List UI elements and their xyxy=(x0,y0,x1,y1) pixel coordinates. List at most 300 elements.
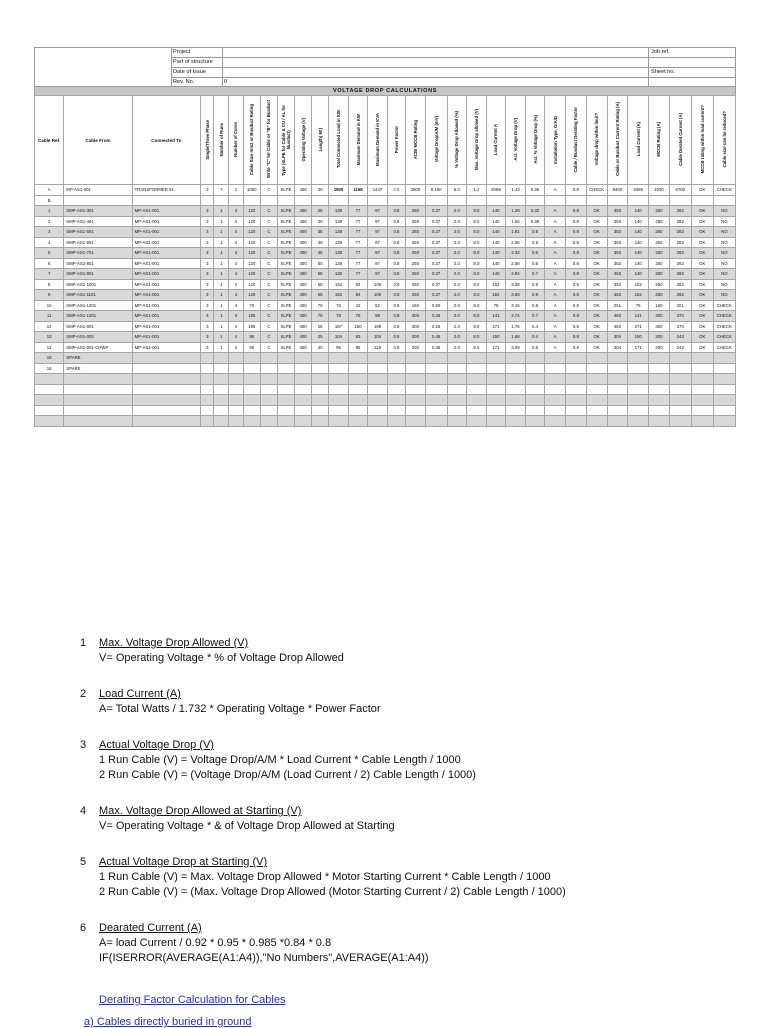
table-cell: C xyxy=(260,269,277,280)
column-header: Maximum Demand in KW xyxy=(348,96,368,185)
table-cell: 0.37 xyxy=(425,279,447,290)
table-cell: 1 xyxy=(214,311,229,322)
table-cell: 2.0 xyxy=(447,216,467,227)
table-cell: 2.0 xyxy=(447,290,467,301)
table-cell: MP-AS1-001 xyxy=(132,206,200,217)
table-cell: A xyxy=(545,311,566,322)
table-cell: 0.7 xyxy=(525,311,545,322)
table-cell: OK xyxy=(691,269,713,280)
column-header: Type (XLPE for Cable & CU / AL for Busduct) xyxy=(277,96,294,185)
table-cell: 97 xyxy=(368,237,388,248)
table-cell: 40 xyxy=(312,342,329,353)
table-cell: A xyxy=(545,258,566,269)
part-label: Part of structure xyxy=(173,59,213,65)
table-cell: 2.0 xyxy=(447,248,467,259)
table-cell: 140 xyxy=(486,269,506,280)
table-cell: 6700 xyxy=(669,185,691,196)
table-cell: 353 xyxy=(607,237,628,248)
table-cell: 1 xyxy=(214,290,229,301)
table-cell: CHECK xyxy=(586,185,607,196)
table-cell: 77 xyxy=(348,237,368,248)
table-cell: 3 xyxy=(35,227,64,238)
table-cell: 152 xyxy=(329,290,349,301)
table-cell: 3 xyxy=(201,237,214,248)
table-cell: 3 xyxy=(201,269,214,280)
table-cell: SMP-AS1-001 xyxy=(64,321,132,332)
table-cell: 3 xyxy=(201,300,214,311)
note-number: 6 xyxy=(80,922,87,934)
table-cell: 1.76 xyxy=(506,321,526,332)
table-cell: 104 xyxy=(368,332,388,343)
table-cell: 2.0 xyxy=(447,321,467,332)
note-heading: Actual Voltage Drop at Starting (V) xyxy=(99,856,268,868)
table-cell: 2.0 xyxy=(447,342,467,353)
column-header: Maximum Demand in KVA xyxy=(368,96,388,185)
column-header: Act. Voltage Drop (V) xyxy=(506,96,526,185)
table-cell: 2 xyxy=(35,216,64,227)
table-cell: 0.8 xyxy=(566,290,587,301)
column-header: Write "C" for Cable or "B" for Busduct xyxy=(260,96,277,185)
table-cell: 140 xyxy=(628,258,649,269)
table-cell: CHECK xyxy=(713,332,735,343)
table-cell: 0.37 xyxy=(425,258,447,269)
table-cell: 150 xyxy=(348,321,368,332)
table-cell: A xyxy=(545,216,566,227)
table-cell: 353 xyxy=(607,206,628,217)
table-cell: 282 xyxy=(669,269,691,280)
table-cell: 2.58 xyxy=(506,258,526,269)
table-cell: CHECK xyxy=(713,300,735,311)
table-cell: 2.32 xyxy=(506,248,526,259)
table-cell: SMP-AS1-002 xyxy=(64,332,132,343)
table-cell: 1 xyxy=(214,237,229,248)
table-cell: 250 xyxy=(649,227,670,238)
table-cell: 9 xyxy=(35,290,64,301)
table-cell: SMP-AS1-601 xyxy=(64,237,132,248)
column-header: Act. % Voltage Drop (%) xyxy=(525,96,545,185)
table-cell: C xyxy=(260,237,277,248)
column-header: MCCB rating within load current? xyxy=(691,96,713,185)
table-cell: A xyxy=(545,321,566,332)
table-cell: 0.4 xyxy=(525,332,545,343)
table-cell: 200 xyxy=(406,342,426,353)
table-cell: 250 xyxy=(406,279,426,290)
table-cell: 1.55 xyxy=(506,216,526,227)
table-cell: 400 xyxy=(295,300,312,311)
table-cell: 171 xyxy=(486,342,506,353)
table-cell: 8.0 xyxy=(467,321,487,332)
table-cell: XLPE xyxy=(277,185,294,196)
table-cell: XLPE xyxy=(277,311,294,322)
column-header: Cable Ref. xyxy=(35,96,64,185)
table-cell: 8400 xyxy=(607,185,628,196)
table-cell: 2.0 xyxy=(447,258,467,269)
table-cell: OK xyxy=(586,248,607,259)
table-cell: 250 xyxy=(406,227,426,238)
table-cell: 1 xyxy=(35,206,64,217)
table-cell: 0.8 xyxy=(566,332,587,343)
table-cell: 353 xyxy=(607,227,628,238)
table-cell: 77 xyxy=(348,216,368,227)
table-cell: 0.32 xyxy=(525,206,545,217)
table-cell: 52 xyxy=(368,300,388,311)
table-cell: A xyxy=(545,185,566,196)
note-heading: Dearated Current (A) xyxy=(99,922,202,934)
table-cell: 8.0 xyxy=(467,311,487,322)
table-cell: 75 xyxy=(312,311,329,322)
table-cell: A xyxy=(545,248,566,259)
table-cell: A xyxy=(545,300,566,311)
note-number: 2 xyxy=(80,688,87,700)
table-cell: SMP-AS1-001-CHWP xyxy=(64,342,132,353)
table-cell: MP-AS1-001 xyxy=(132,342,200,353)
table-cell: 300 xyxy=(649,321,670,332)
table-cell: 3.16 xyxy=(506,300,526,311)
table-cell: OK xyxy=(586,311,607,322)
table-cell: OK xyxy=(586,321,607,332)
table-cell: 3 xyxy=(201,311,214,322)
table-cell: MP-AS1-001 xyxy=(132,216,200,227)
table-cell: 0.8 xyxy=(387,206,405,217)
table-cell: 140 xyxy=(486,237,506,248)
table-cell: OK xyxy=(691,300,713,311)
table-cell: 251 xyxy=(607,300,628,311)
table-cell: 4 xyxy=(229,290,244,301)
table-cell: 30 xyxy=(312,216,329,227)
table-cell: MP-AS1-001 xyxy=(132,258,200,269)
table-cell: OK xyxy=(586,290,607,301)
note-heading: Max. Voltage Drop Allowed (V) xyxy=(99,637,249,649)
table-cell: 2.74 xyxy=(506,311,526,322)
table-cell: 83 xyxy=(348,332,368,343)
table-cell: 2.0 xyxy=(447,311,467,322)
table-cell: 97 xyxy=(368,258,388,269)
column-header: Cable From xyxy=(64,96,132,185)
table-cell: 250 xyxy=(649,206,670,217)
table-cell: SMP-AS1-701 xyxy=(64,248,132,259)
table-cell: XLPE xyxy=(277,332,294,343)
table-cell: 1 xyxy=(214,279,229,290)
table-cell: 4 xyxy=(229,269,244,280)
table-cell: 0.8 xyxy=(566,227,587,238)
table-cell: XLPE xyxy=(277,206,294,217)
table-cell: 1158 xyxy=(348,185,368,196)
table-cell: 282 xyxy=(669,216,691,227)
table-cell: SMP-AS1-1001 xyxy=(64,279,132,290)
derating-factor-link[interactable]: Derating Factor Calculation for Cables xyxy=(99,994,286,1006)
table-cell: 400 xyxy=(295,321,312,332)
table-cell: 2.0 xyxy=(447,269,467,280)
column-header: Cable size can be reduced? xyxy=(713,96,735,185)
table-cell: 4 xyxy=(229,227,244,238)
table-cell: 25 xyxy=(312,321,329,332)
table-cell: 0.37 xyxy=(425,216,447,227)
table-cell: 120 xyxy=(243,216,260,227)
table-cell: A xyxy=(35,185,64,196)
table-cell: XLPE xyxy=(277,227,294,238)
table-cell: 400 xyxy=(295,216,312,227)
table-cell: C xyxy=(260,216,277,227)
table-cell: 353 xyxy=(607,290,628,301)
table-cell: OK xyxy=(691,248,713,259)
table-cell: OK xyxy=(691,206,713,217)
table-cell: SMP-AS1-501 xyxy=(64,227,132,238)
table-cell: 2.0 xyxy=(447,206,467,217)
table-cell: 77 xyxy=(348,227,368,238)
table-cell: 0.8 xyxy=(387,216,405,227)
table-cell: 0.4 xyxy=(525,321,545,332)
table-cell: XLPE xyxy=(277,248,294,259)
table-cell: 1 xyxy=(214,206,229,217)
table-cell: 8.0 xyxy=(467,269,487,280)
table-cell: 0.37 xyxy=(425,269,447,280)
table-cell: MP-AS1-001 xyxy=(132,332,200,343)
table-cell: 3.09 xyxy=(506,342,526,353)
table-cell: OK xyxy=(691,311,713,322)
table-cell: CHECK xyxy=(713,311,735,322)
table-cell: MP-AS1-001 xyxy=(132,290,200,301)
table-cell: 0.37 xyxy=(425,248,447,259)
table-cell: 0.45 xyxy=(425,332,447,343)
note-formula-line: V= Operating Voltage * % of Voltage Drop Allowed xyxy=(99,652,344,664)
table-cell: 300 xyxy=(649,311,670,322)
table-cell: SPARE xyxy=(64,363,132,374)
table-cell: 0.8 xyxy=(525,300,545,311)
table-cell: 8.0 xyxy=(467,342,487,353)
note-number: 1 xyxy=(80,637,87,649)
table-cell: 2.0 xyxy=(447,227,467,238)
table-cell: 120 xyxy=(243,269,260,280)
table-cell: 8.0 xyxy=(467,279,487,290)
table-cell: 3 xyxy=(201,206,214,217)
table-cell: 152 xyxy=(486,279,506,290)
table-cell: 141 xyxy=(486,311,506,322)
table-cell: 0.36 xyxy=(525,185,545,196)
table-cell: 2500 xyxy=(649,185,670,196)
table-cell: NO xyxy=(713,227,735,238)
table-cell: 0.60 xyxy=(425,300,447,311)
note-heading: Load Current (A) xyxy=(99,688,181,700)
table-cell: 0.8 xyxy=(566,342,587,353)
table-cell: 1.43 xyxy=(506,185,526,196)
note-formula-line: 2 Run Cable (V) = (Voltage Drop/A/M (Load Current / 2) Cable Length / 1000) xyxy=(99,769,476,781)
table-cell: 150 xyxy=(628,332,649,343)
table-cell: 282 xyxy=(669,227,691,238)
table-cell: 140 xyxy=(486,206,506,217)
note-formula-line: V= Operating Voltage * & of Voltage Drop Allowed at Starting xyxy=(99,820,395,832)
table-cell: 353 xyxy=(607,279,628,290)
table-cell: C xyxy=(260,321,277,332)
table-cell: 400 xyxy=(295,311,312,322)
table-cell: 8.0 xyxy=(467,248,487,259)
column-header: Power Factor xyxy=(387,96,405,185)
table-cell: 5 xyxy=(35,248,64,259)
table-cell: 400 xyxy=(295,269,312,280)
table-cell: OK xyxy=(586,258,607,269)
table-cell: 0.8 xyxy=(566,311,587,322)
table-cell: SPARE xyxy=(64,353,132,364)
cables-buried-link[interactable]: a) Cables directly buried in ground xyxy=(84,1016,252,1028)
table-cell: 243 xyxy=(669,332,691,343)
table-cell: 1 xyxy=(229,185,244,196)
table-cell: XLPE xyxy=(277,216,294,227)
table-cell: 8 xyxy=(35,279,64,290)
table-cell: A xyxy=(545,279,566,290)
table-cell: 120 xyxy=(243,290,260,301)
table-cell: 120 xyxy=(243,227,260,238)
table-cell: 106 xyxy=(368,279,388,290)
table-cell: SMP-AS1-901 xyxy=(64,269,132,280)
table-cell: 0.8 xyxy=(387,311,405,322)
table-cell: 8.0 xyxy=(467,258,487,269)
table-cell: 200 xyxy=(406,332,426,343)
column-header: MCCB Rating (A) xyxy=(649,96,670,185)
table-cell: 300 xyxy=(406,321,426,332)
table-cell: 150 xyxy=(486,332,506,343)
table-cell: 353 xyxy=(607,269,628,280)
table-cell: 0.8 xyxy=(387,321,405,332)
table-cell: 152 xyxy=(329,279,349,290)
table-cell: 0.8 xyxy=(387,342,405,353)
table-cell: 35 xyxy=(312,227,329,238)
table-cell: 0.45 xyxy=(425,342,447,353)
column-header: Number of Cores xyxy=(229,96,244,185)
table-cell: NO xyxy=(713,269,735,280)
table-cell: 282 xyxy=(669,290,691,301)
table-cell: MP-AS1-001 xyxy=(132,300,200,311)
table-cell: 0.8 xyxy=(387,279,405,290)
note-heading: Max. Voltage Drop Allowed at Starting (V) xyxy=(99,805,302,817)
table-cell: 400 xyxy=(295,342,312,353)
table-cell: 75 xyxy=(486,300,506,311)
table-cell: 30 xyxy=(312,185,329,196)
table-cell: XLPE xyxy=(277,321,294,332)
table-cell: 2089 xyxy=(628,185,649,196)
table-cell: 0.8 xyxy=(525,279,545,290)
table-cell: 25 xyxy=(312,332,329,343)
table-cell: MP-AS1-001 xyxy=(132,321,200,332)
table-cell: 50 xyxy=(312,258,329,269)
table-cell: 78 xyxy=(329,311,349,322)
note-number: 5 xyxy=(80,856,87,868)
table-cell: 185 xyxy=(243,311,260,322)
table-cell: 5.0 xyxy=(447,185,467,196)
table-cell: 2089 xyxy=(486,185,506,196)
table-cell: 1.29 xyxy=(506,206,526,217)
column-header: Installation Type, G/A/D xyxy=(545,96,566,185)
table-cell: 152 xyxy=(486,290,506,301)
table-cell: OK xyxy=(586,206,607,217)
table-cell: 250 xyxy=(649,279,670,290)
table-cell: SMP-AS1-301 xyxy=(64,206,132,217)
table-cell: MP-AS1-001 xyxy=(132,248,200,259)
table-cell: A xyxy=(545,237,566,248)
table-cell: TRANSFORMER 01 xyxy=(132,185,200,196)
table-cell: 97 xyxy=(368,216,388,227)
table-cell: 25 xyxy=(312,206,329,217)
table-cell: 77 xyxy=(348,248,368,259)
table-cell: 84 xyxy=(348,279,368,290)
table-cell: OK xyxy=(586,300,607,311)
table-cell: 98 xyxy=(368,311,388,322)
table-cell: 188 xyxy=(368,321,388,332)
table-cell: XLPE xyxy=(277,279,294,290)
table-cell: 0.8 xyxy=(387,258,405,269)
table-cell: 8.0 xyxy=(467,332,487,343)
table-cell: 0.8 xyxy=(566,237,587,248)
table-cell: 40 xyxy=(312,237,329,248)
table-cell: 1800 xyxy=(329,185,349,196)
table-cell: 282 xyxy=(669,279,691,290)
table-cell: 1 xyxy=(214,300,229,311)
column-header: % Voltage Drop Allowed (%) xyxy=(447,96,467,185)
table-cell: 353 xyxy=(607,248,628,259)
table-cell: 152 xyxy=(628,290,649,301)
table-cell: 400 xyxy=(295,332,312,343)
table-cell: OK xyxy=(691,290,713,301)
table-cell: 243 xyxy=(669,342,691,353)
table-cell: C xyxy=(260,332,277,343)
table-cell: 140 xyxy=(628,237,649,248)
table-cell: 1.2 xyxy=(467,185,487,196)
table-cell: 3.38 xyxy=(506,279,526,290)
table-cell: 75 xyxy=(628,300,649,311)
table-cell: A xyxy=(545,206,566,217)
table-cell: NO xyxy=(713,248,735,259)
table-cell: 250 xyxy=(406,269,426,280)
table-cell: 250 xyxy=(649,248,670,259)
table-cell: SMP-AS1-1301 xyxy=(64,311,132,322)
table-cell: C xyxy=(260,258,277,269)
table-cell: 1 xyxy=(214,269,229,280)
table-cell: C xyxy=(260,342,277,353)
table-cell: 0.8 xyxy=(525,342,545,353)
table-cell: 152 xyxy=(628,279,649,290)
job-ref-label: Job ref. xyxy=(651,49,670,55)
table-cell: 1.68 xyxy=(506,332,526,343)
table-cell: C xyxy=(260,185,277,196)
table-cell: 400 xyxy=(295,227,312,238)
table-cell: 95 xyxy=(243,342,260,353)
table-cell: 70 xyxy=(243,300,260,311)
table-cell: 400 xyxy=(295,248,312,259)
table-cell: 95 xyxy=(348,342,368,353)
table-cell: OK xyxy=(691,332,713,343)
rev-value: 0 xyxy=(224,79,228,85)
table-cell: 250 xyxy=(649,237,670,248)
table-cell: 0.26 xyxy=(425,311,447,322)
table-cell: 8.0 xyxy=(467,290,487,301)
table-cell: 0.37 xyxy=(425,237,447,248)
table-cell: 45 xyxy=(312,248,329,259)
table-cell: 1 xyxy=(214,248,229,259)
table-cell: 250 xyxy=(649,269,670,280)
table-cell: 0.5 xyxy=(525,227,545,238)
table-cell: 65 xyxy=(312,290,329,301)
table-cell: MP-AS1-001 xyxy=(132,279,200,290)
table-cell: 3 xyxy=(201,227,214,238)
table-cell: 97 xyxy=(368,248,388,259)
table-cell: 0.8 xyxy=(387,269,405,280)
table-cell: 138 xyxy=(329,216,349,227)
table-cell: 15 xyxy=(35,353,64,364)
table-cell: 138 xyxy=(329,237,349,248)
table-cell: 353 xyxy=(607,258,628,269)
table-cell: 353 xyxy=(607,216,628,227)
table-cell: 370 xyxy=(669,321,691,332)
column-header: Max. Voltage Drop allowed (V) xyxy=(467,96,487,185)
table-cell: 0.8 xyxy=(566,185,587,196)
